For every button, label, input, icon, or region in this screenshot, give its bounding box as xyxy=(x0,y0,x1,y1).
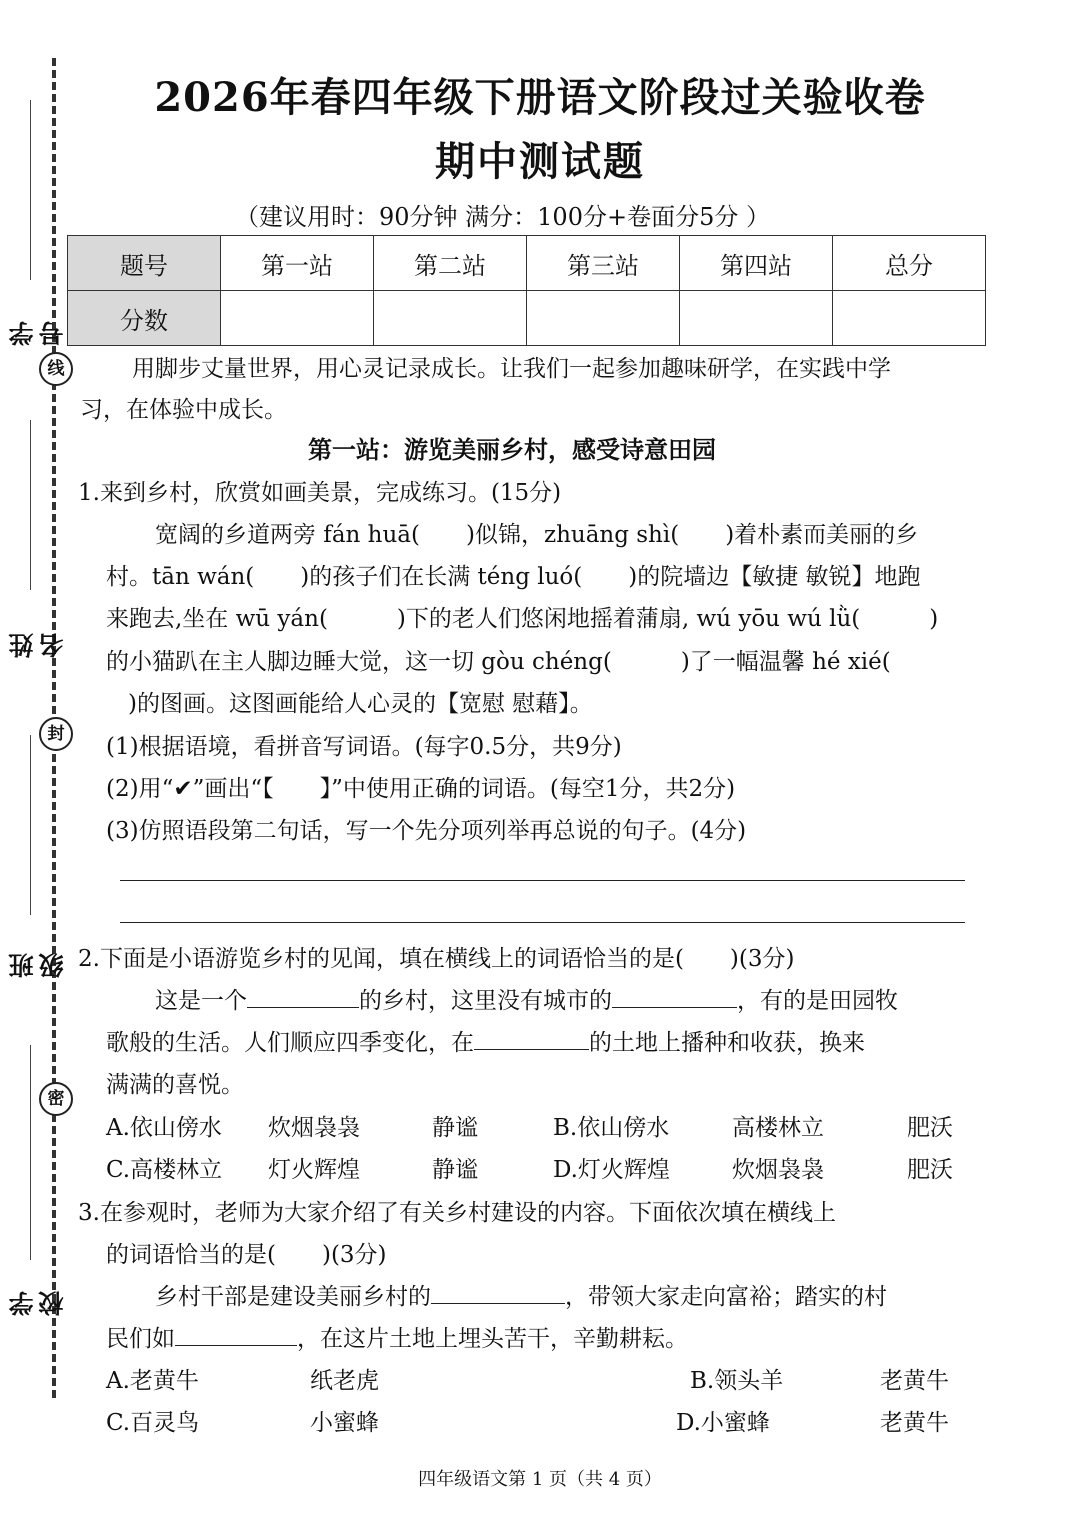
q2-text: 歌般的生活。人们顺应四季变化，在 xyxy=(106,1030,474,1056)
q2-option: C.高楼林立 xyxy=(106,1157,223,1183)
q3-option: A.老黄牛 xyxy=(106,1368,199,1394)
fill-blank[interactable] xyxy=(247,985,359,1008)
q2-option: B.依山傍水 xyxy=(553,1115,670,1141)
table-header-cell: 第二站 xyxy=(374,236,527,291)
exam-subtitle: 期中测试题 xyxy=(435,138,645,185)
score-table-header-row xyxy=(68,236,986,291)
table-header-cell: 总分 xyxy=(833,236,986,291)
table-header-cell: 第四站 xyxy=(680,236,833,291)
binding-margin xyxy=(0,0,75,1528)
q3-stem-1: 3.在参观时，老师为大家介绍了有关乡村建设的内容。下面依次填在横线上 xyxy=(78,1200,836,1226)
fill-blank[interactable] xyxy=(431,1281,565,1304)
table-header-cell: 题号 xyxy=(68,236,221,291)
q2-option: 肥沃 xyxy=(907,1115,953,1141)
school-line xyxy=(30,1045,31,1260)
seal-xian: 线 xyxy=(39,352,73,386)
q3-text: 乡村干部是建设美丽乡村的 xyxy=(155,1284,431,1310)
fill-blank[interactable] xyxy=(612,985,737,1008)
intro-line-1: 用脚步丈量世界，用心灵记录成长。让我们一起参加趣味研学，在实践中学 xyxy=(132,356,891,382)
name-line xyxy=(30,420,31,590)
q2-stem: 2.下面是小语游览乡村的见闻，填在横线上的词语恰当的是( )(3分) xyxy=(78,946,795,972)
student-id-line xyxy=(30,100,31,280)
q3-option: D.小蜜蜂 xyxy=(676,1410,770,1436)
exam-info: （建议用时：90分钟 满分：100分+卷面分5分 ） xyxy=(235,203,770,231)
table-header-cell: 第一站 xyxy=(221,236,374,291)
q2-text: 的土地上播种和收获，换来 xyxy=(589,1030,865,1056)
answer-line[interactable] xyxy=(120,880,965,881)
q3-passage-line-2 xyxy=(106,1320,688,1353)
q2-text: ，有的是田园牧 xyxy=(737,988,898,1014)
q1-sub-1: (1)根据语境，看拼音写词语。(每字0.5分，共9分) xyxy=(106,734,622,760)
q2-option: 肥沃 xyxy=(907,1157,953,1183)
score-row-label: 分数 xyxy=(68,291,221,346)
q3-text: ，带领大家走向富裕；踏实的村 xyxy=(565,1284,887,1310)
q1-passage-line: 的小猫趴在主人脚边睡大觉，这一切 gòu chéng( )了一幅温馨 hé xié( xyxy=(106,649,891,675)
q2-passage-line-3: 满满的喜悦。 xyxy=(106,1072,244,1098)
q2-option: D.灯火辉煌 xyxy=(553,1157,670,1183)
class-label: 班级 xyxy=(8,939,67,979)
q2-option: 高楼林立 xyxy=(732,1115,824,1141)
q1-passage-line: 来跑去,坐在 wū yán( )下的老人们悠闲地摇着蒲扇, wú yōu wú lǜ( ) xyxy=(106,606,939,632)
q3-passage-line-1 xyxy=(155,1278,887,1311)
q2-option: A.依山傍水 xyxy=(106,1115,222,1141)
q1-passage-line: 宽阔的乡道两旁 fán huā( )似锦，zhuāng shì( )着朴素而美丽的乡 xyxy=(155,522,919,548)
q2-option: 炊烟袅袅 xyxy=(268,1115,360,1141)
score-cell[interactable] xyxy=(833,291,986,346)
answer-line[interactable] xyxy=(120,922,965,923)
station-1-title: 第一站：游览美丽乡村，感受诗意田园 xyxy=(308,435,716,464)
score-table-score-row xyxy=(68,291,986,346)
fill-blank[interactable] xyxy=(474,1027,589,1050)
page-footer: 四年级语文第 1 页（共 4 页） xyxy=(418,1469,662,1490)
school-label: 学校 xyxy=(8,1277,67,1317)
q2-passage-line-1 xyxy=(155,982,898,1015)
seal-feng: 封 xyxy=(39,717,73,751)
q3-text: ，在这片土地上埋头苦干，辛勤耕耘。 xyxy=(297,1326,688,1352)
q3-stem-2: 的词语恰当的是( )(3分) xyxy=(106,1242,387,1268)
q2-text: 的乡村，这里没有城市的 xyxy=(359,988,612,1014)
class-line xyxy=(30,735,31,915)
q3-text: 民们如 xyxy=(106,1326,175,1352)
q2-option: 灯火辉煌 xyxy=(268,1157,360,1183)
table-header-cell: 第三站 xyxy=(527,236,680,291)
q3-option: 老黄牛 xyxy=(880,1410,949,1436)
score-cell[interactable] xyxy=(221,291,374,346)
q3-option: 老黄牛 xyxy=(880,1368,949,1394)
q1-passage-line: 村。tān wán( )的孩子们在长满 téng luó( )的院墙边【敏捷 敏锐】地跑 xyxy=(106,564,921,590)
q3-option: 小蜜蜂 xyxy=(310,1410,379,1436)
q3-option: 纸老虎 xyxy=(310,1368,379,1394)
q1-stem: 1.来到乡村，欣赏如画美景，完成练习。(15分) xyxy=(78,480,562,506)
q3-option: C.百灵鸟 xyxy=(106,1410,200,1436)
score-cell[interactable] xyxy=(680,291,833,346)
fill-blank[interactable] xyxy=(175,1323,297,1346)
q2-passage-line-2 xyxy=(106,1024,865,1057)
q3-option: B.领头羊 xyxy=(690,1368,784,1394)
name-label: 姓名 xyxy=(8,619,67,659)
q2-option: 静谧 xyxy=(432,1115,478,1141)
seal-mi: 密 xyxy=(39,1082,73,1116)
q2-text: 这是一个 xyxy=(155,988,247,1014)
score-cell[interactable] xyxy=(374,291,527,346)
score-table xyxy=(67,235,986,346)
q1-passage-line: )的图画。这图画能给人心灵的【宽慰 慰藉】。 xyxy=(128,691,593,717)
q2-option: 静谧 xyxy=(432,1157,478,1183)
intro-line-2: 习，在体验中成长。 xyxy=(80,397,287,423)
q1-sub-3: (3)仿照语段第二句话，写一个先分项列举再总说的句子。(4分) xyxy=(106,818,747,844)
exam-title: 2026年春四年级下册语文阶段过关验收卷 xyxy=(154,74,926,121)
q1-sub-2: (2)用“✔”画出“【 】”中使用正确的词语。(每空1分，共2分) xyxy=(106,776,736,802)
q2-option: 炊烟袅袅 xyxy=(732,1157,824,1183)
student-id-label: 学号 xyxy=(8,307,67,347)
score-cell[interactable] xyxy=(527,291,680,346)
